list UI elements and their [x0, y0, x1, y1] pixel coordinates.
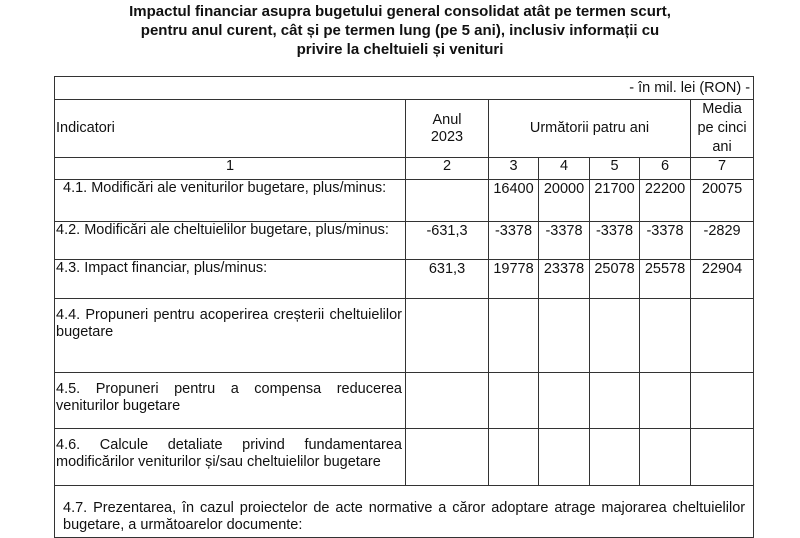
title-line: pentru anul curent, cât și pe termen lung (pe 5 ani), inclusiv informații cu [140, 22, 660, 39]
row-label: 4.4. Propuneri pentru acoperirea creșterii cheltuielilor bugetare [55, 299, 406, 373]
row-value: -3378 [489, 222, 539, 260]
row-value: 21700 [590, 180, 640, 222]
row-value [590, 299, 640, 373]
document-title [0, 2, 800, 59]
column-number: 7 [691, 158, 754, 180]
row-value: 19778 [489, 260, 539, 299]
header-indicatori: Indicatori [55, 100, 406, 158]
row-value [691, 299, 754, 373]
table-row [55, 180, 754, 222]
table-row [55, 429, 754, 486]
table-row [55, 373, 754, 429]
row-label: 4.6. Calcule detaliate privind fundamentarea modificărilor veniturilor și/sau cheltuielilor bugetare [55, 429, 406, 486]
column-number: 1 [55, 158, 406, 180]
row-value: 20000 [539, 180, 590, 222]
row-value [406, 180, 489, 222]
row-value [406, 299, 489, 373]
row-value: -3378 [640, 222, 691, 260]
row-value: -2829 [691, 222, 754, 260]
column-number: 4 [539, 158, 590, 180]
table-row [55, 260, 754, 299]
row-value: 25078 [590, 260, 640, 299]
row-value [640, 373, 691, 429]
table-row [55, 299, 754, 373]
footer-note: 4.7. Prezentarea, în cazul proiectelor de acte normative a căror adoptare atrage majorarea cheltuielilor bugetare, a următoarelor documente: [55, 486, 754, 538]
financial-impact-table [54, 76, 754, 538]
row-value: 22904 [691, 260, 754, 299]
row-value [406, 429, 489, 486]
column-number: 5 [590, 158, 640, 180]
column-number: 3 [489, 158, 539, 180]
row-value: -3378 [539, 222, 590, 260]
row-value: 23378 [539, 260, 590, 299]
row-value: 22200 [640, 180, 691, 222]
row-value [691, 373, 754, 429]
header-media: Media pe cinci ani [691, 100, 754, 158]
row-label: 4.3. Impact financiar, plus/minus: [55, 260, 406, 299]
column-numbers-row [55, 158, 754, 180]
row-label: 4.1. Modificări ale veniturilor bugetare, plus/minus: [55, 180, 406, 222]
row-value [406, 373, 489, 429]
row-value [640, 299, 691, 373]
row-value [539, 373, 590, 429]
row-value [489, 299, 539, 373]
row-value [590, 429, 640, 486]
row-value [640, 429, 691, 486]
title-line: Impactul financiar asupra bugetului general consolidat atât pe termen scurt, [129, 3, 671, 20]
row-value: -3378 [590, 222, 640, 260]
row-value [590, 373, 640, 429]
row-value [539, 299, 590, 373]
row-value [539, 429, 590, 486]
header-anul: Anul 2023 [406, 100, 489, 158]
row-value: 631,3 [406, 260, 489, 299]
row-label: 4.5. Propuneri pentru a compensa reducerea veniturilor bugetare [55, 373, 406, 429]
row-label: 4.2. Modificări ale cheltuielilor bugetare, plus/minus: [55, 222, 406, 260]
units-note: - în mil. lei (RON) - [55, 77, 754, 100]
row-value: -631,3 [406, 222, 489, 260]
row-value [489, 373, 539, 429]
row-value [489, 429, 539, 486]
title-line: privire la cheltuieli și venituri [296, 41, 504, 58]
row-value: 25578 [640, 260, 691, 299]
column-number: 6 [640, 158, 691, 180]
row-value [691, 429, 754, 486]
row-value: 16400 [489, 180, 539, 222]
table-row [55, 222, 754, 260]
column-number: 2 [406, 158, 489, 180]
header-urmatorii: Următorii patru ani [489, 100, 691, 158]
row-value: 20075 [691, 180, 754, 222]
